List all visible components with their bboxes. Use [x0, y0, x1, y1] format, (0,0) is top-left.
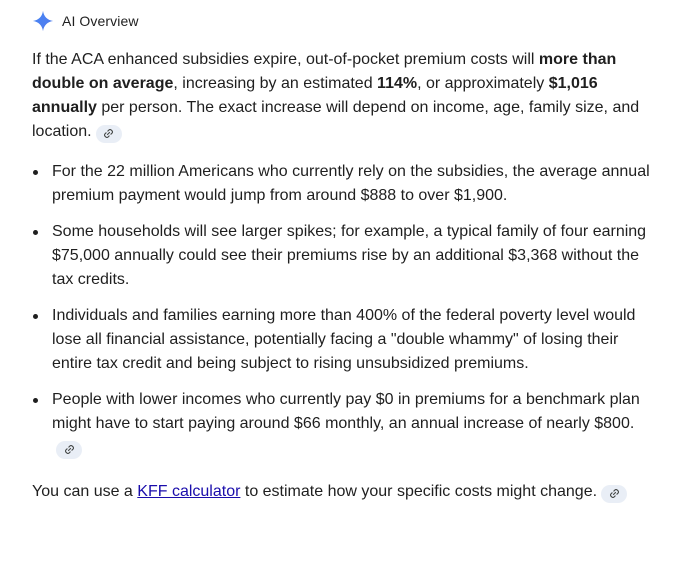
- list-item: [32, 220, 662, 292]
- link-icon: [609, 488, 620, 499]
- list-item: [32, 304, 662, 376]
- intro-bold-1: more than double on average: [32, 51, 617, 92]
- intro-bold-2: 114%: [377, 75, 418, 92]
- link-icon: [64, 444, 75, 455]
- bullet-text: Individuals and families earning more than 400% of the federal poverty level would lose all financial assistance, potentially facing a "double whammy" of losing their entire tax credit and being subject to rising unsubsidized premiums.: [52, 307, 636, 372]
- sparkle-icon: [32, 10, 54, 32]
- outro-text-1: You can use a: [32, 483, 138, 500]
- ai-overview-content: [32, 48, 662, 504]
- intro-text-3: , or approximately: [417, 75, 549, 92]
- bullet-text: Some households will see larger spikes; for example, a typical family of four earning $75,000 annually could see their premiums rise by an additional $3,368 without the tax credits.: [52, 223, 647, 288]
- intro-text-2: , increasing by an estimated: [173, 75, 378, 92]
- intro-text-4: per person. The exact increase will depend on income, age, family size, and location.: [32, 99, 640, 140]
- outro-paragraph: [32, 480, 662, 504]
- link-icon: [103, 128, 114, 139]
- bullet-text: For the 22 million Americans who currently rely on the subsidies, the average annual premium payment would jump from around $888 to over $1,900.: [52, 163, 650, 204]
- list-item: [32, 160, 662, 208]
- kff-calculator-link[interactable]: KFF calculator: [137, 483, 241, 500]
- bullet-list: [32, 160, 662, 460]
- ai-overview-header: [32, 9, 139, 33]
- source-link-button[interactable]: [601, 485, 627, 503]
- intro-bold-3: $1,016 annually: [32, 75, 598, 116]
- source-link-button[interactable]: [96, 125, 122, 143]
- ai-overview-title: AI Overview: [62, 13, 139, 29]
- list-item: [32, 388, 662, 460]
- intro-text-1: If the ACA enhanced subsidies expire, out-of-pocket premium costs will: [32, 51, 539, 68]
- intro-paragraph: [32, 48, 662, 144]
- bullet-text: People with lower incomes who currently pay $0 in premiums for a benchmark plan might have to start paying around $66 monthly, an annual increase of nearly $800.: [52, 391, 640, 432]
- source-link-button[interactable]: [56, 441, 82, 459]
- outro-text-2: to estimate how your specific costs might change.: [240, 483, 598, 500]
